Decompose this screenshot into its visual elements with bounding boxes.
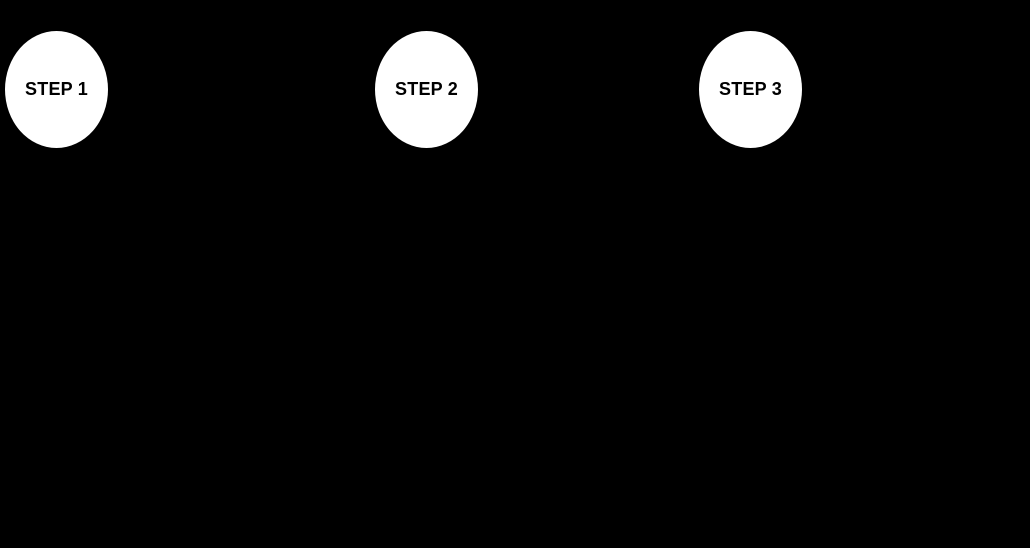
step-node-2[interactable]: [375, 31, 478, 148]
step-node-3-label: STEP 3: [719, 79, 782, 99]
step-node-3[interactable]: [699, 31, 802, 148]
step-node-1[interactable]: [5, 31, 108, 148]
step-node-2-label: STEP 2: [395, 79, 458, 99]
step-node-1-label: STEP 1: [25, 79, 88, 99]
